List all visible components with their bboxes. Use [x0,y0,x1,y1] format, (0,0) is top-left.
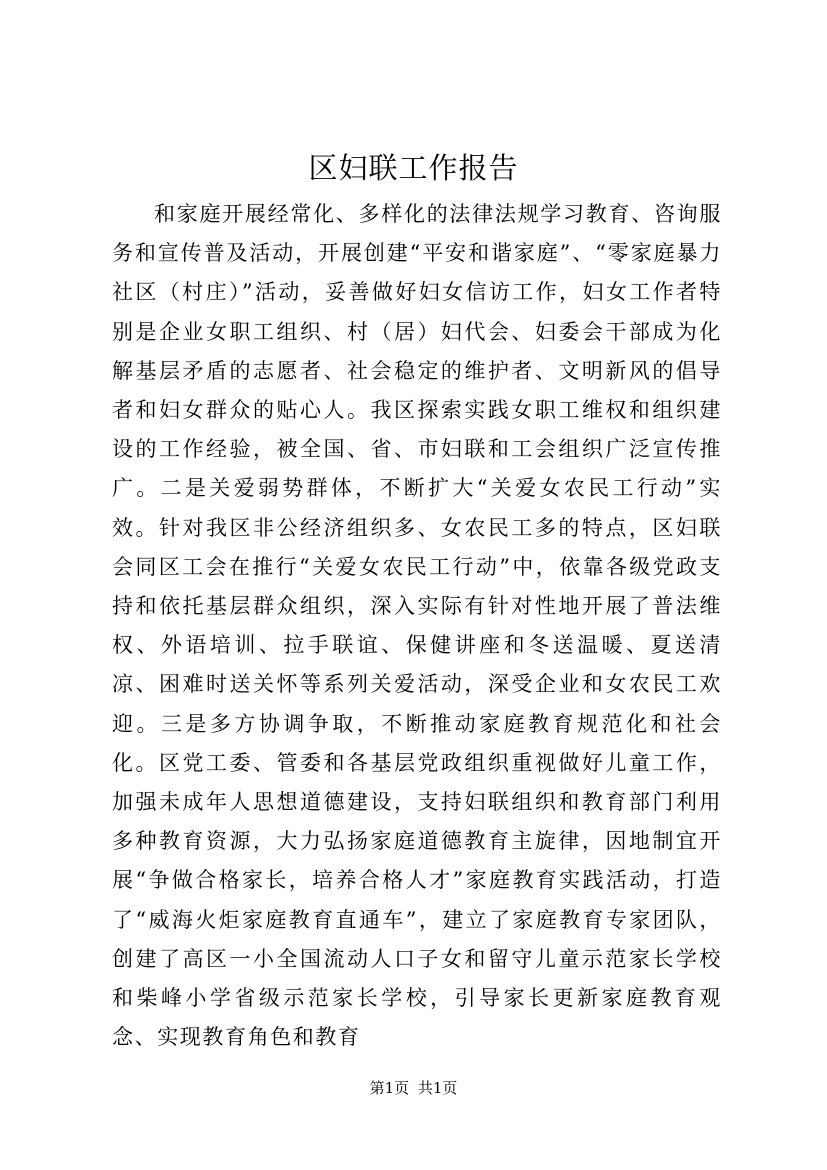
page-number: 第1页 [369,1079,410,1097]
document-body-paragraph: 和家庭开展经常化、多样化的法律法规学习教育、咨询服务和宣传普及活动，开展创建“平安和谐家庭”、“零家庭暴力社区（村庄）”活动，妥善做好妇女信访工作，妇女工作者特别是企业女职工组织、村（居）妇代会、妇委会干部成为化解基层矛盾的志愿者、社会稳定的维护者、文明新风的倡导者和妇女群众的贴心人。我区探索实践女职工维权和组织建设的工作经验，被全国、省、市妇联和工会组织广泛宣传推广。二是关爱弱势群体，不断扩大“关爱女农民工行动”实效。针对我区非公经济组织多、女农民工多的特点，区妇联会同区工会在推行“关爱女农民工行动”中，依靠各级党政支持和依托基层群众组织，深入实际有针对性地开展了普法维权、外语培训、拉手联谊、保健讲座和冬送温暖、夏送清凉、困难时送关怀等系列关爱活动，深受企业和女农民工欢迎。三是多方协调争取，不断推动家庭教育规范化和社会化。区党工委、管委和各基层党政组织重视做好儿童工作，加强未成年人思想道德建设，支持妇联组织和教育部门利用多种教育资源，大力弘扬家庭道德教育主旋律，因地制宜开展“争做合格家长，培养合格人才”家庭教育实践活动，打造了“威海火炬家庭教育直通车”，建立了家庭教育专家团队，创建了高区一小全国流动人口子女和留守儿童示范家长学校和柴峰小学省级示范家长学校，引导家长更新家庭教育观念、实现教育角色和教育 [112,202,722,1050]
total-pages: 共1页 [417,1079,458,1097]
document-title: 区妇联工作报告 [308,151,519,185]
page-footer [0,1078,827,1098]
